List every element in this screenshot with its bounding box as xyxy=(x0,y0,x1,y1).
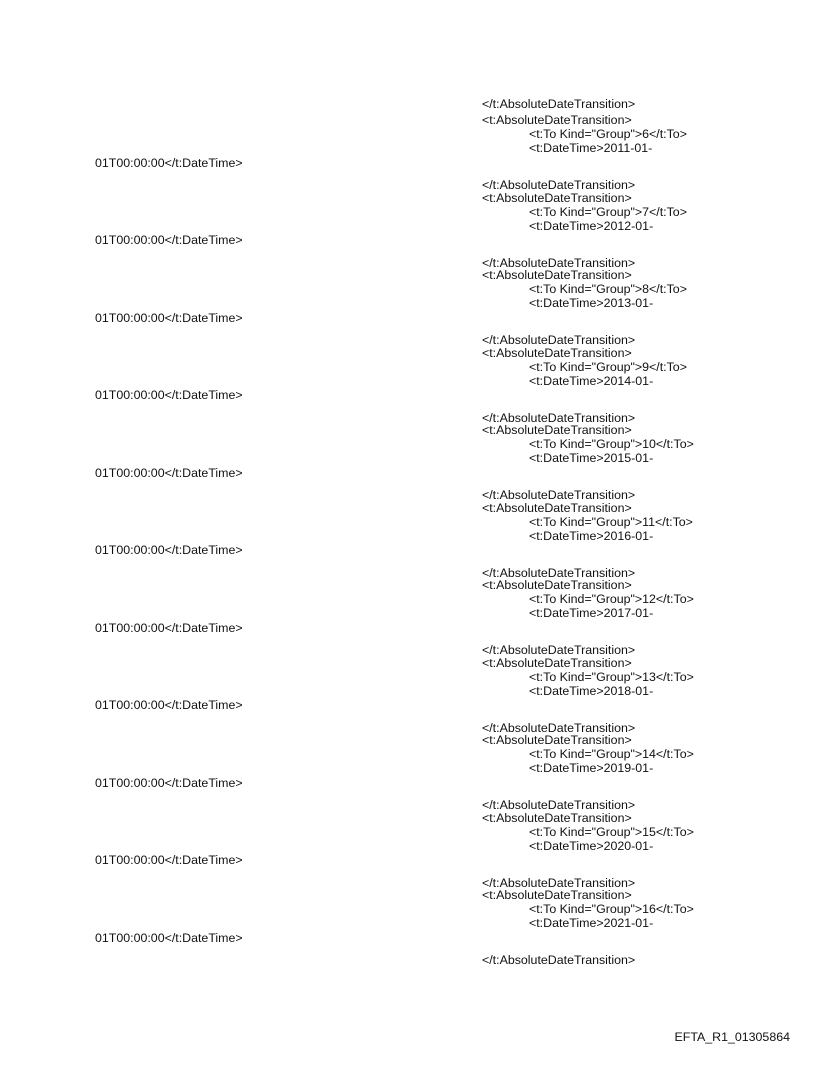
datetime-start-text: <t:DateTime>2016-01- xyxy=(529,529,654,543)
opening-close-tag: </t:AbsoluteDateTransition> xyxy=(482,97,636,111)
transition-close-tag: </t:AbsoluteDateTransition> xyxy=(482,953,636,967)
datetime-start-text: <t:DateTime>2014-01- xyxy=(529,374,654,388)
datetime-start-text: <t:DateTime>2015-01- xyxy=(529,451,654,465)
transition-open-tag: <t:AbsoluteDateTransition> xyxy=(482,423,632,437)
transition-open-tag: <t:AbsoluteDateTransition> xyxy=(482,268,632,282)
transition-open-tag: <t:AbsoluteDateTransition> xyxy=(482,733,632,747)
transition-close-tag: </t:AbsoluteDateTransition> xyxy=(482,411,636,425)
datetime-end-text: 01T00:00:00</t:DateTime> xyxy=(95,311,243,325)
datetime-end-text: 01T00:00:00</t:DateTime> xyxy=(95,853,243,867)
to-group-element: <t:To Kind="Group">13</t:To> xyxy=(529,670,694,684)
to-group-element: <t:To Kind="Group">8</t:To> xyxy=(529,282,687,296)
datetime-start-text: <t:DateTime>2013-01- xyxy=(529,296,654,310)
datetime-start-text: <t:DateTime>2019-01- xyxy=(529,761,654,775)
transition-close-tag: </t:AbsoluteDateTransition> xyxy=(482,488,636,502)
datetime-end-text: 01T00:00:00</t:DateTime> xyxy=(95,466,243,480)
bates-number: EFTA_R1_01305864 xyxy=(674,1030,790,1044)
datetime-end-text: 01T00:00:00</t:DateTime> xyxy=(95,621,243,635)
to-group-element: <t:To Kind="Group">10</t:To> xyxy=(529,437,694,451)
to-group-element: <t:To Kind="Group">7</t:To> xyxy=(529,205,687,219)
datetime-start-text: <t:DateTime>2017-01- xyxy=(529,606,654,620)
transition-close-tag: </t:AbsoluteDateTransition> xyxy=(482,876,636,890)
transition-close-tag: </t:AbsoluteDateTransition> xyxy=(482,721,636,735)
datetime-start-text: <t:DateTime>2018-01- xyxy=(529,684,654,698)
transition-open-tag: <t:AbsoluteDateTransition> xyxy=(482,346,632,360)
transition-close-tag: </t:AbsoluteDateTransition> xyxy=(482,566,636,580)
datetime-end-text: 01T00:00:00</t:DateTime> xyxy=(95,776,243,790)
transition-open-tag: <t:AbsoluteDateTransition> xyxy=(482,888,632,902)
transition-close-tag: </t:AbsoluteDateTransition> xyxy=(482,256,636,270)
transition-close-tag: </t:AbsoluteDateTransition> xyxy=(482,643,636,657)
datetime-start-text: <t:DateTime>2020-01- xyxy=(529,839,654,853)
transition-open-tag: <t:AbsoluteDateTransition> xyxy=(482,191,632,205)
datetime-end-text: 01T00:00:00</t:DateTime> xyxy=(95,156,243,170)
datetime-end-text: 01T00:00:00</t:DateTime> xyxy=(95,543,243,557)
datetime-end-text: 01T00:00:00</t:DateTime> xyxy=(95,233,243,247)
transition-open-tag: <t:AbsoluteDateTransition> xyxy=(482,811,632,825)
transition-open-tag: <t:AbsoluteDateTransition> xyxy=(482,656,632,670)
transition-open-tag: <t:AbsoluteDateTransition> xyxy=(482,501,632,515)
transition-open-tag: <t:AbsoluteDateTransition> xyxy=(482,578,632,592)
transition-close-tag: </t:AbsoluteDateTransition> xyxy=(482,178,636,192)
datetime-end-text: 01T00:00:00</t:DateTime> xyxy=(95,388,243,402)
to-group-element: <t:To Kind="Group">11</t:To> xyxy=(529,515,693,529)
to-group-element: <t:To Kind="Group">6</t:To> xyxy=(529,127,687,141)
to-group-element: <t:To Kind="Group">14</t:To> xyxy=(529,747,694,761)
transition-close-tag: </t:AbsoluteDateTransition> xyxy=(482,798,636,812)
transition-close-tag: </t:AbsoluteDateTransition> xyxy=(482,333,636,347)
datetime-start-text: <t:DateTime>2012-01- xyxy=(529,219,654,233)
datetime-end-text: 01T00:00:00</t:DateTime> xyxy=(95,698,243,712)
datetime-start-text: <t:DateTime>2011-01- xyxy=(529,141,653,155)
transition-open-tag: <t:AbsoluteDateTransition> xyxy=(482,113,632,127)
datetime-end-text: 01T00:00:00</t:DateTime> xyxy=(95,931,243,945)
to-group-element: <t:To Kind="Group">16</t:To> xyxy=(529,902,694,916)
to-group-element: <t:To Kind="Group">12</t:To> xyxy=(529,592,694,606)
datetime-start-text: <t:DateTime>2021-01- xyxy=(529,916,654,930)
to-group-element: <t:To Kind="Group">15</t:To> xyxy=(529,825,694,839)
to-group-element: <t:To Kind="Group">9</t:To> xyxy=(529,360,687,374)
